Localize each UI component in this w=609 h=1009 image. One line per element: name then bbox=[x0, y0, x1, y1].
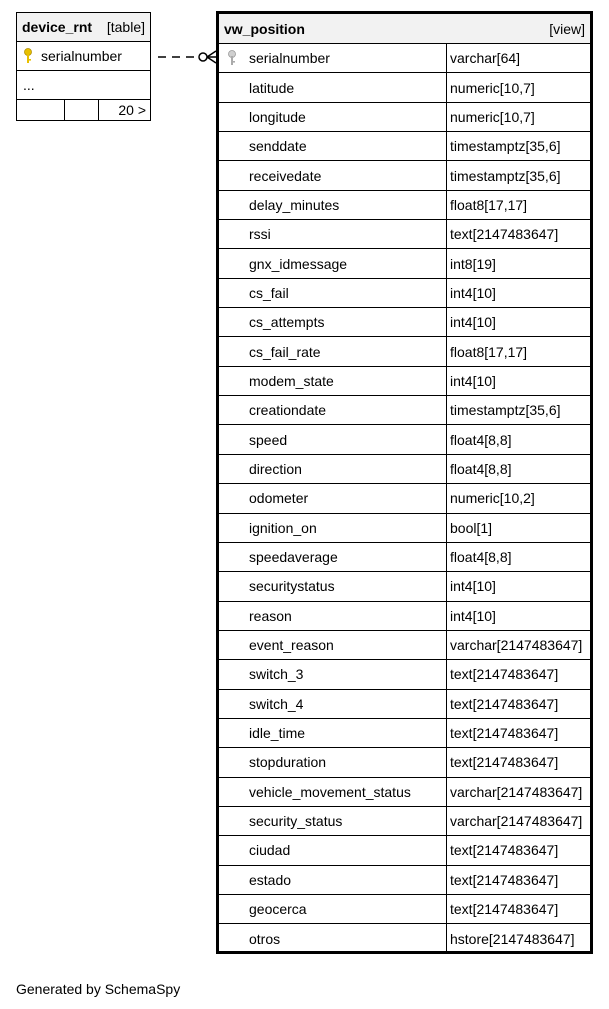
table-row[interactable] bbox=[219, 455, 590, 484]
column-name: security_status bbox=[249, 813, 343, 830]
column-type: text[2147483647] bbox=[450, 666, 559, 683]
table-row[interactable] bbox=[219, 631, 590, 660]
column-name: ciudad bbox=[249, 842, 291, 859]
column-name-cell bbox=[219, 103, 447, 131]
table-header bbox=[17, 13, 150, 42]
column-type: text[2147483647] bbox=[450, 226, 559, 243]
column-type: numeric[10,7] bbox=[450, 79, 535, 96]
column-name-cell bbox=[219, 660, 447, 688]
table-row[interactable] bbox=[219, 807, 590, 836]
table-row[interactable] bbox=[219, 249, 590, 278]
table-row[interactable] bbox=[219, 924, 590, 953]
column-type: timestamptz[35,6] bbox=[450, 402, 561, 419]
more-columns: ... bbox=[17, 71, 150, 100]
column-name: longitude bbox=[249, 108, 306, 125]
column-name: idle_time bbox=[249, 725, 306, 742]
table-row[interactable] bbox=[219, 161, 590, 190]
column-name: switch_4 bbox=[249, 695, 304, 712]
column-name-cell bbox=[219, 572, 447, 600]
column-type: int4[10] bbox=[450, 314, 496, 331]
column-type: hstore[2147483647] bbox=[450, 930, 575, 947]
column-name: delay_minutes bbox=[249, 196, 340, 213]
column-name-cell bbox=[219, 425, 447, 453]
column-type: float4[8,8] bbox=[450, 460, 512, 477]
column-name: securitystatus bbox=[249, 578, 335, 595]
column-name-cell bbox=[219, 161, 447, 189]
table-row[interactable] bbox=[219, 572, 590, 601]
table-kind: [table] bbox=[106, 19, 145, 35]
column-name: serialnumber bbox=[249, 50, 330, 67]
foreign-key-icon bbox=[227, 50, 249, 66]
generated-by-footer: Generated by SchemaSpy bbox=[16, 981, 181, 997]
column-name-cell bbox=[219, 748, 447, 776]
table-header bbox=[219, 14, 590, 44]
table-row[interactable] bbox=[17, 42, 150, 71]
column-name: speed bbox=[249, 431, 288, 448]
column-name-cell bbox=[219, 631, 447, 659]
crowfoot-upper bbox=[207, 51, 216, 57]
table-row[interactable] bbox=[219, 396, 590, 425]
column-type: int4[10] bbox=[450, 578, 496, 595]
column-name-cell bbox=[219, 337, 447, 365]
column-name-cell bbox=[219, 690, 447, 718]
footer-cell bbox=[17, 100, 65, 121]
column-type: text[2147483647] bbox=[450, 754, 559, 771]
column-type: timestamptz[35,6] bbox=[450, 167, 561, 184]
table-row[interactable] bbox=[219, 73, 590, 102]
column-type: int4[10] bbox=[450, 372, 496, 389]
table-row[interactable] bbox=[219, 132, 590, 161]
column-name: senddate bbox=[249, 138, 307, 155]
column-name-cell bbox=[219, 279, 447, 307]
column-type: float8[17,17] bbox=[450, 343, 528, 360]
table-name[interactable]: device_rnt bbox=[22, 19, 93, 35]
table-row[interactable] bbox=[219, 719, 590, 748]
table-row[interactable] bbox=[219, 191, 590, 220]
column-name: ignition_on bbox=[249, 519, 317, 536]
zero-optional-marker bbox=[199, 53, 207, 61]
table-row[interactable] bbox=[219, 367, 590, 396]
table-footer bbox=[17, 100, 150, 121]
table-row[interactable] bbox=[219, 866, 590, 895]
table-kind: [view] bbox=[549, 20, 585, 37]
column-type: numeric[10,2] bbox=[450, 490, 535, 507]
column-name-cell bbox=[219, 308, 447, 336]
column-name: otros bbox=[249, 930, 281, 947]
column-name-cell bbox=[219, 895, 447, 923]
column-name-cell bbox=[219, 191, 447, 219]
column-name-cell bbox=[219, 44, 447, 72]
column-list bbox=[219, 44, 590, 954]
column-type: text[2147483647] bbox=[450, 695, 559, 712]
column-name-cell bbox=[219, 924, 447, 953]
table-row[interactable] bbox=[219, 602, 590, 631]
crowfoot-lower bbox=[207, 57, 216, 63]
column-name-cell bbox=[219, 719, 447, 747]
column-name: gnx_idmessage bbox=[249, 255, 348, 272]
column-type: float8[17,17] bbox=[450, 196, 528, 213]
column-type: timestamptz[35,6] bbox=[450, 138, 561, 155]
column-name: estado bbox=[249, 871, 292, 888]
column-name: cs_fail_rate bbox=[249, 343, 321, 360]
column-name-cell bbox=[219, 455, 447, 483]
column-name-cell bbox=[219, 73, 447, 101]
table-name[interactable]: vw_position bbox=[224, 20, 305, 37]
column-name-cell bbox=[219, 484, 447, 512]
column-name-cell bbox=[219, 836, 447, 864]
vw-position-view[interactable] bbox=[216, 11, 593, 954]
column-name: cs_attempts bbox=[249, 314, 325, 331]
column-name-cell bbox=[219, 778, 447, 806]
primary-key-icon bbox=[23, 48, 41, 64]
device-rnt-table[interactable] bbox=[16, 12, 151, 121]
column-type: text[2147483647] bbox=[450, 901, 559, 918]
table-row[interactable] bbox=[219, 543, 590, 572]
table-row[interactable] bbox=[219, 895, 590, 924]
column-type: text[2147483647] bbox=[450, 842, 559, 859]
column-type: varchar[2147483647] bbox=[450, 637, 583, 654]
column-name-cell bbox=[219, 367, 447, 395]
column-type: varchar[64] bbox=[450, 50, 521, 67]
column-type: numeric[10,7] bbox=[450, 108, 535, 125]
table-row[interactable] bbox=[219, 337, 590, 366]
table-row[interactable] bbox=[219, 778, 590, 807]
table-row[interactable] bbox=[219, 425, 590, 454]
column-name: cs_fail bbox=[249, 284, 289, 301]
column-type: text[2147483647] bbox=[450, 871, 559, 888]
column-type: int4[10] bbox=[450, 607, 496, 624]
column-name: switch_3 bbox=[249, 666, 304, 683]
column-name: event_reason bbox=[249, 637, 334, 654]
column-name: geocerca bbox=[249, 901, 307, 918]
column-name-cell bbox=[219, 866, 447, 894]
column-type: text[2147483647] bbox=[450, 725, 559, 742]
table-row[interactable] bbox=[219, 220, 590, 249]
column-name-cell bbox=[219, 514, 447, 542]
column-name-cell bbox=[219, 220, 447, 248]
column-type: bool[1] bbox=[450, 519, 493, 536]
column-name: serialnumber bbox=[41, 48, 122, 64]
column-name: modem_state bbox=[249, 372, 334, 389]
child-count-link[interactable]: 20 > bbox=[118, 102, 146, 118]
table-row[interactable] bbox=[219, 308, 590, 337]
table-row[interactable] bbox=[219, 279, 590, 308]
table-row[interactable] bbox=[219, 748, 590, 777]
table-row[interactable] bbox=[219, 690, 590, 719]
column-name: rssi bbox=[249, 226, 271, 243]
column-name-cell bbox=[219, 602, 447, 630]
column-type: int4[10] bbox=[450, 284, 496, 301]
column-name: direction bbox=[249, 460, 302, 477]
column-name: stopduration bbox=[249, 754, 327, 771]
table-row[interactable] bbox=[219, 103, 590, 132]
table-row[interactable] bbox=[219, 514, 590, 543]
column-name: odometer bbox=[249, 490, 309, 507]
table-row[interactable] bbox=[219, 484, 590, 513]
column-type: int8[19] bbox=[450, 255, 496, 272]
column-name: speedaverage bbox=[249, 549, 338, 566]
table-row[interactable] bbox=[219, 836, 590, 865]
column-type: varchar[2147483647] bbox=[450, 813, 583, 830]
column-name-cell bbox=[219, 132, 447, 160]
column-name-cell bbox=[219, 396, 447, 424]
column-type: float4[8,8] bbox=[450, 431, 512, 448]
column-name: latitude bbox=[249, 79, 295, 96]
column-name: creationdate bbox=[249, 402, 327, 419]
column-name: vehicle_movement_status bbox=[249, 783, 411, 800]
column-name: reason bbox=[249, 607, 292, 624]
column-type: float4[8,8] bbox=[450, 549, 512, 566]
column-name-cell bbox=[219, 249, 447, 277]
table-row[interactable] bbox=[219, 44, 590, 73]
footer-cell bbox=[65, 100, 99, 121]
table-row[interactable] bbox=[219, 660, 590, 689]
column-type: varchar[2147483647] bbox=[450, 783, 583, 800]
column-name-cell bbox=[219, 807, 447, 835]
column-name-cell bbox=[219, 543, 447, 571]
column-name: receivedate bbox=[249, 167, 322, 184]
